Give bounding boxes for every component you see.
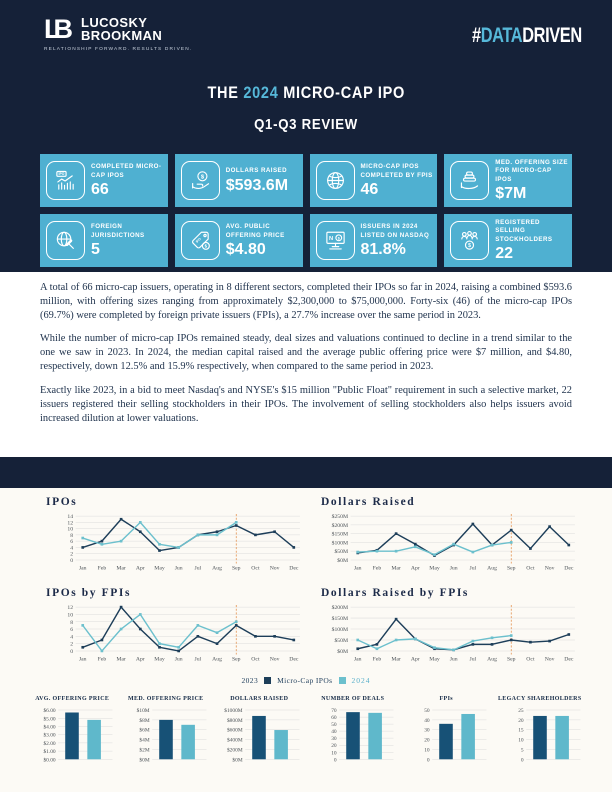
bar-chart-title: AVG. OFFERING PRICE [35,696,110,702]
svg-text:50: 50 [424,708,430,715]
svg-text:$0M: $0M [138,757,150,764]
bar-chart-plot [496,705,585,769]
chart-dollars-raised-by-fpis [321,587,578,673]
svg-text:Jan: Jan [353,656,362,663]
svg-text:Jun: Jun [449,565,458,572]
svg-text:Oct: Oct [526,565,535,572]
stat-card-selling-stockholders [444,214,572,267]
svg-text:$150M: $150M [331,615,349,622]
chart-dollars-raised [321,496,578,582]
bar-chart-svg [215,705,304,769]
svg-text:Mar: Mar [116,565,126,572]
bar-chart-plot [402,705,491,769]
stat-value: 5 [91,240,100,258]
svg-text:Jul: Jul [194,565,202,572]
svg-text:Sep: Sep [506,656,516,663]
svg-text:$400M: $400M [226,737,243,744]
title-line2: Q1-Q3 REVIEW [254,116,358,133]
divider-band [0,457,612,488]
legend-label-2023: 2023 [241,676,259,685]
bar-chart-svg [309,705,398,769]
stat-card-avg-offering-price [175,214,303,267]
svg-text:60: 60 [330,715,337,722]
chart-ipos [46,496,303,582]
line-chart-grid [46,496,578,673]
svg-text:Nov: Nov [544,656,555,663]
svg-text:Aug: Aug [487,565,497,572]
paragraph-2: While the number of micro-cap IPOs remained steady, deal sizes and valuations continued to decline in a trend similar to the one we saw in 2023. In 2024, the median capital raised and the average public offering price were $7 million, and $4.80, respectively, down 12.5% and 15.9% respectively, when compared to the same period in 2023. [40,333,572,373]
svg-text:12: 12 [67,604,74,611]
svg-text:$6.00: $6.00 [43,708,56,715]
legend-swatch-2023 [264,677,271,684]
svg-text:0: 0 [426,757,430,764]
svg-text:Mar: Mar [391,656,401,663]
logo-name [81,14,163,43]
hashtag-highlight: DATA [480,24,523,47]
svg-text:$6M: $6M [138,727,150,734]
svg-text:$50M: $50M [334,548,349,555]
bar-chart-plot [122,705,211,769]
line-chart-svg [321,511,578,582]
hashtag-rest: DRIVEN [522,24,582,47]
svg-text:40: 40 [330,729,337,736]
svg-text:Jul: Jul [469,656,477,663]
svg-text:Jun: Jun [174,656,183,663]
chart-title: Dollars Raised by FPIs [321,587,469,600]
svg-text:Jan: Jan [78,565,87,572]
svg-text:$4M: $4M [138,737,150,744]
stat-label: REGISTERED SELLING STOCKHOLDERS [495,219,553,243]
bar-chart-title: LEGACY SHAREHOLDERS [497,696,582,702]
stat-label: AVG. PUBLIC OFFERING PRICE [225,223,285,239]
stat-card-foreign-jurisdictions [40,214,168,267]
svg-text:Dec: Dec [564,565,574,572]
svg-text:$: $ [337,236,340,241]
svg-text:25: 25 [517,708,524,715]
svg-text:Dec: Dec [289,565,299,572]
svg-text:10: 10 [67,526,74,533]
svg-text:$2M: $2M [138,747,150,754]
bar-chart-legacy-shareholders [496,696,585,770]
svg-text:$3.00: $3.00 [43,732,56,739]
paragraph-1: A total of 66 micro-cap issuers, operating in 8 different sectors, completed their IPOs so far in 2024, raising a combined $593.6 million, with offering sizes ranging from approximately $2,300,000 to $75,000,000. Forty-six (46) of the micro-cap IPOs (69.7%) were completed by foreign private issuers (FPIs), a 27.7% increase over the same period in 2023. [40,282,572,321]
svg-text:2: 2 [70,551,74,558]
stat-label: DOLLARS RAISED [225,167,288,175]
svg-text:20: 20 [330,743,337,750]
svg-text:4: 4 [70,545,74,552]
svg-text:30: 30 [330,736,337,743]
svg-text:$4.00: $4.00 [43,724,56,731]
svg-text:Nov: Nov [269,656,280,663]
svg-text:Oct: Oct [526,656,535,663]
lucosky-brookman-logo [44,16,192,52]
svg-text:Sep: Sep [231,656,241,663]
svg-text:May: May [429,565,440,572]
svg-text:10: 10 [330,750,337,757]
svg-text:$: $ [204,243,207,249]
stat-card-ipos-by-fpis [310,154,438,207]
svg-text:May: May [154,565,165,572]
globe-icon [316,161,355,200]
stat-value: 66 [91,180,109,198]
chart-ipos-by-fpis [46,587,303,673]
title-year: 2024 [243,84,279,102]
chart-plot-ipos [46,511,303,582]
stat-label: COMPLETED MICRO-CAP IPOS [91,163,162,179]
stat-value: 22 [495,244,514,262]
svg-text:0: 0 [70,557,74,564]
logo-name-line2: BROOKMAN [81,27,163,43]
svg-text:$1000M: $1000M [224,708,243,715]
svg-text:$10M: $10M [136,708,150,715]
svg-text:4: 4 [70,634,74,641]
svg-text:6: 6 [70,626,74,633]
svg-text:0: 0 [333,757,337,764]
svg-text:Sep: Sep [506,565,516,572]
hand-offering-icon [450,161,489,200]
svg-text:50: 50 [330,722,337,729]
bar-chart-avg-offering-price [28,696,117,770]
stat-label: MED. OFFERING SIZE FOR MICRO-CAP IPOS [495,159,568,183]
svg-text:Jun: Jun [449,656,458,663]
stat-card-dollars-raised [175,154,303,207]
svg-text:30: 30 [424,727,430,734]
stat-grid [40,154,572,267]
svg-text:$0.00: $0.00 [43,757,56,764]
svg-text:6: 6 [70,538,74,545]
svg-text:10: 10 [67,612,74,619]
svg-text:Mar: Mar [391,565,401,572]
hashtag-prefix: # [472,24,481,47]
chart-title: IPOs by FPIs [46,587,132,600]
svg-text:$200M: $200M [226,747,243,754]
selling-stockholders-icon [450,221,489,260]
paragraph-3: Exactly like 2023, in a bid to meet Nasdaq's and NYSE's $15 million "Public Float" requirement in such a selective market, 22 issuers registered their selling stockholders in their IPOs. The involvement of selling stockholders also helps issuers avoid increased dilution at lower valuations. [40,384,572,424]
stat-value: 81.8% [360,240,406,258]
svg-text:$600M: $600M [226,727,243,734]
line-chart-svg [46,511,303,582]
nasdaq-monitor-icon [316,221,355,260]
chart-plot-dollars-raised [321,511,578,582]
line-chart-svg [321,602,578,673]
svg-text:Dec: Dec [289,656,299,663]
svg-text:40: 40 [424,718,430,725]
svg-text:$1.00: $1.00 [43,749,56,756]
stat-label: ISSUERS IN 2024 LISTED ON NASDAQ [360,223,430,239]
bar-chart-fpis [402,696,491,770]
svg-text:Aug: Aug [487,656,497,663]
svg-text:Feb: Feb [372,656,382,663]
svg-text:$5.00: $5.00 [43,716,56,723]
svg-text:Jul: Jul [194,656,202,663]
svg-text:Nov: Nov [544,565,555,572]
svg-text:Jan: Jan [353,565,362,572]
charts-section [0,488,612,792]
svg-text:May: May [429,656,440,663]
svg-text:Feb: Feb [97,656,107,663]
stat-label: MICRO-CAP IPOS COMPLETED BY FPIS [360,163,433,179]
ipo-price-tag-icon [181,221,220,260]
svg-text:$: $ [468,243,472,250]
svg-text:8: 8 [70,619,74,626]
svg-text:Apr: Apr [410,656,420,663]
svg-text:Nov: Nov [269,565,280,572]
logo-name-line1: LUCOSKY [81,14,148,30]
bar-chart-svg [496,705,585,769]
svg-text:May: May [154,656,165,663]
bar-chart-svg [28,705,117,769]
svg-text:Aug: Aug [212,565,222,572]
svg-text:2: 2 [70,641,74,648]
svg-text:IPO: IPO [194,236,202,244]
chart-plot-ipos-by-fpis [46,602,303,673]
chart-plot-dollars-raised-by-fpis [321,602,578,673]
bar-chart-plot [28,705,117,769]
bar-chart-dollars-raised [215,696,304,770]
chart-title: IPOs [46,496,78,508]
chart-legend [0,676,612,685]
svg-text:14: 14 [67,513,74,520]
svg-text:IPO: IPO [58,172,65,177]
bar-chart-title: NUMBER OF DEALS [321,696,385,702]
page-title [0,84,612,134]
svg-text:Apr: Apr [135,565,145,572]
svg-text:$100M: $100M [331,626,349,633]
svg-text:10: 10 [424,747,430,754]
bar-chart-plot [309,705,398,769]
title-pre: THE [207,84,239,102]
svg-text:$0M: $0M [337,648,349,655]
legend-label-series: Micro-Cap IPOs [277,676,333,685]
svg-text:N: N [328,235,333,242]
stat-card-med-offering-size [444,154,572,207]
svg-text:Feb: Feb [372,565,382,572]
svg-text:12: 12 [67,520,74,527]
svg-text:$800M: $800M [226,718,243,725]
svg-text:20: 20 [424,737,430,744]
svg-text:$100M: $100M [331,540,349,547]
svg-text:Sep: Sep [231,565,241,572]
svg-text:$250M: $250M [331,513,349,520]
svg-text:15: 15 [517,727,524,734]
bar-chart-title: DOLLARS RAISED [230,696,289,702]
stat-value: $4.80 [225,240,266,258]
stat-value: 46 [360,180,379,198]
bar-chart-svg [402,705,491,769]
logo-mark: LB [44,14,66,44]
svg-text:Jan: Jan [78,656,87,663]
chart-title: Dollars Raised [321,496,416,508]
bar-chart-title: MED. OFFERING PRICE [128,696,204,702]
stat-value: $7M [495,184,527,202]
stat-card-completed-ipos [40,154,168,207]
globe-gavel-icon [46,221,85,260]
bar-chart-number-of-deals [309,696,398,770]
svg-text:Apr: Apr [410,565,420,572]
bar-chart-plot [215,705,304,769]
svg-text:20: 20 [517,718,524,725]
svg-text:$150M: $150M [331,531,349,538]
header [0,0,612,272]
bar-chart-svg [122,705,211,769]
svg-text:Feb: Feb [97,565,107,572]
line-chart-svg [46,602,303,673]
stat-label: FOREIGN JURISDICTIONS [91,223,145,239]
svg-text:Oct: Oct [251,565,260,572]
svg-text:$50M: $50M [334,637,349,644]
svg-text:$2.00: $2.00 [43,741,56,748]
svg-text:0: 0 [70,648,74,655]
body-text [40,281,572,435]
title-post: MICRO-CAP IPO [282,84,405,102]
hand-dollar-icon [181,161,220,200]
svg-text:$200M: $200M [331,604,349,611]
svg-text:$0M: $0M [337,557,349,564]
stat-value: $593.6M [225,176,289,194]
svg-text:$8M: $8M [138,718,150,725]
stat-card-nasdaq-listed [310,214,438,267]
svg-text:70: 70 [330,708,337,715]
svg-text:0: 0 [520,757,524,764]
svg-text:Oct: Oct [251,656,260,663]
svg-text:$: $ [200,174,204,181]
bar-chart-title: FPIs [439,696,453,702]
svg-text:Mar: Mar [116,656,126,663]
datadriven-hashtag [472,24,582,48]
svg-text:Aug: Aug [212,656,222,663]
svg-text:$0M: $0M [232,757,243,764]
ipo-bar-chart-icon [46,161,85,200]
svg-text:10: 10 [517,737,524,744]
svg-text:5: 5 [520,747,524,754]
bar-chart-row [28,696,584,770]
legend-label-2024: 2024 [351,676,371,685]
legend-swatch-2024 [339,677,346,684]
svg-text:Jul: Jul [469,565,477,572]
logo-tagline: RELATIONSHIP FORWARD. RESULTS DRIVEN. [44,47,193,52]
svg-text:Dec: Dec [564,656,574,663]
bar-chart-med-offering-price [122,696,211,770]
svg-text:Jun: Jun [174,565,183,572]
svg-text:Apr: Apr [135,656,145,663]
svg-text:$200M: $200M [331,522,349,529]
svg-text:8: 8 [70,532,74,539]
